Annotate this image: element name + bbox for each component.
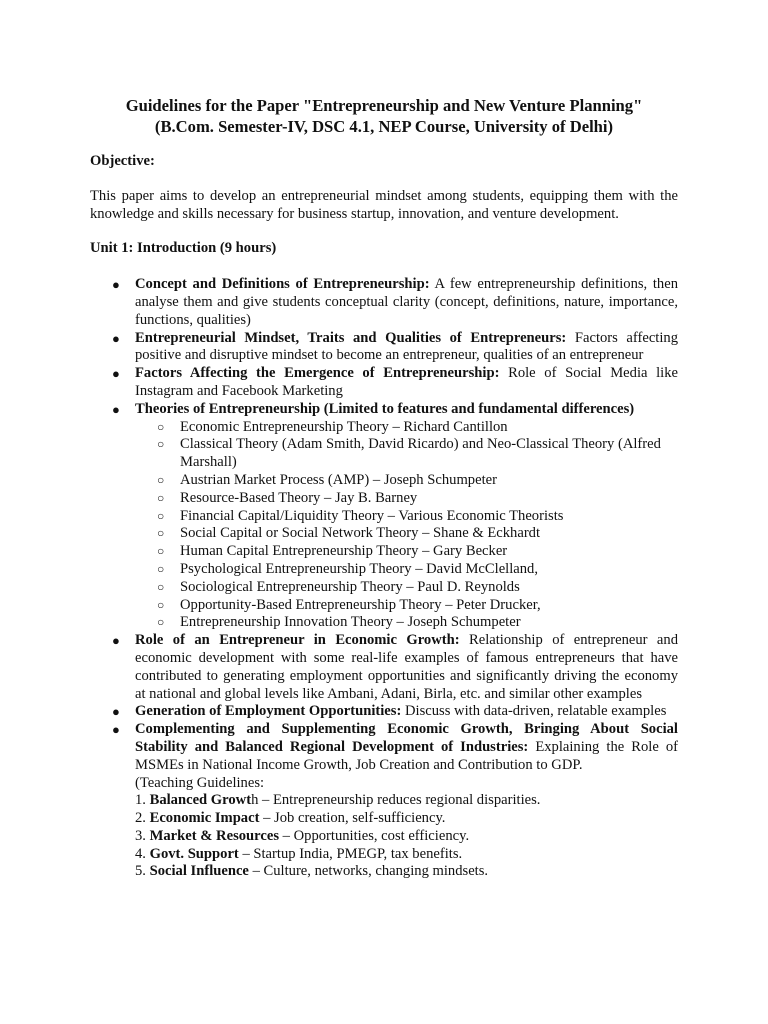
bullet-icon: ● (112, 330, 120, 346)
document-title (90, 95, 678, 137)
theory-item: ○ Classical Theory (Adam Smith, David Ricardo) and Neo-Classical Theory (Alfred Marshall) (157, 436, 661, 471)
circle-bullet-icon: ○ (157, 579, 165, 594)
guideline-point: 2. Economic Impact – Job creation, self-sufficiency. (135, 810, 446, 827)
circle-bullet-icon: ○ (157, 561, 165, 576)
topic-heading: Factors Affecting the Emergence of Entrepreneurship: (135, 365, 500, 382)
theory-item: ○ Financial Capital/Liquidity Theory – Various Economic Theorists (157, 507, 564, 524)
unit-topics-list (90, 276, 678, 881)
topic-heading: Entrepreneurial Mindset, Traits and Qualities of Entrepreneurs: (135, 329, 567, 346)
list-item (90, 276, 678, 329)
list-item (90, 401, 678, 632)
guideline-point: 3. Market & Resources – Opportunities, cost efficiency. (135, 827, 470, 844)
list-item (90, 703, 678, 721)
circle-bullet-icon: ○ (157, 490, 165, 505)
topic-text: Factors affecting positive and disruptive mindset to become an entrepreneur, qualities of an entrepreneur (135, 329, 678, 364)
objective-heading: Objective: (90, 153, 155, 169)
objective-text: This paper aims to develop an entrepreneurial mindset among students, equipping them with the knowledge and skills necessary for business startup, innovation, and venture development. (90, 187, 678, 222)
topic-heading: Complementing and Supplementing Economic Growth, Bringing About Social Stability and Balanced Regional Development of Industries: (135, 721, 678, 755)
bullet-icon: ● (112, 722, 120, 738)
topic-text: Discuss with data-driven, relatable examples (401, 703, 667, 720)
theories-list (135, 419, 678, 633)
circle-bullet-icon: ○ (157, 615, 165, 630)
theory-item: ○ Social Capital or Social Network Theory – Shane & Eckhardt (157, 525, 541, 542)
list-item (90, 721, 678, 881)
theory-item: ○ Opportunity-Based Entrepreneurship Theory – Peter Drucker, (157, 596, 541, 613)
bullet-icon: ● (112, 633, 120, 649)
title-line-1: Guidelines for the Paper "Entrepreneurship and New Venture Planning" (125, 96, 643, 115)
topic-text: Relationship of entrepreneur and economic development with some real-life examples of famous entrepreneurs that have contributed to generating employment opportunities and significantly driving the economy at national and global levels like Ambani, Adani, Birla, etc. and similar other examples (135, 632, 678, 702)
topic-text: Role of Social Media like Instagram and Facebook Marketing (135, 365, 678, 399)
list-item (90, 632, 678, 703)
circle-bullet-icon: ○ (157, 419, 165, 434)
title-line-2: (B.Com. Semester-IV, DSC 4.1, NEP Course, University of Delhi) (154, 117, 614, 136)
bullet-icon: ● (112, 277, 120, 293)
topic-text: A few entrepreneurship definitions, then analyse them and give students conceptual clarity (concept, definitions, nature, importance, functions, qualities) (135, 276, 678, 328)
document-page (90, 95, 678, 881)
circle-bullet-icon: ○ (157, 508, 165, 523)
teaching-guidelines-intro: (Teaching Guidelines: (135, 774, 265, 791)
guideline-point: 4. Govt. Support – Startup India, PMEGP, tax benefits. (135, 845, 463, 862)
unit-heading: Unit 1: Introduction (9 hours) (90, 240, 277, 257)
circle-bullet-icon: ○ (157, 437, 165, 452)
guideline-point: 1. Balanced Growth – Entrepreneurship reduces regional disparities. (135, 792, 541, 809)
theory-item: ○ Psychological Entrepreneurship Theory – David McClelland, (157, 560, 539, 577)
topic-heading: Concept and Definitions of Entrepreneurship: (135, 276, 430, 293)
bullet-icon: ● (112, 366, 120, 382)
theory-item: ○ Economic Entrepreneurship Theory – Richard Cantillon (157, 418, 508, 435)
theory-item: ○ Human Capital Entrepreneurship Theory – Gary Becker (157, 543, 508, 560)
topic-text: Explaining the Role of MSMEs in National Income Growth, Job Creation and Contribution to GDP. (135, 738, 678, 773)
theory-item: ○ Entrepreneurship Innovation Theory – Joseph Schumpeter (157, 614, 521, 631)
bullet-icon: ● (112, 704, 120, 720)
circle-bullet-icon: ○ (157, 544, 165, 559)
theory-item: ○ Austrian Market Process (AMP) – Joseph Schumpeter (157, 471, 497, 488)
list-item (90, 365, 678, 401)
list-item (90, 330, 678, 366)
topic-heading: Theories of Entrepreneurship (Limited to features and fundamental differences) (135, 400, 635, 417)
theory-item: ○ Sociological Entrepreneurship Theory – Paul D. Reynolds (157, 578, 520, 595)
topic-heading: Generation of Employment Opportunities: (135, 703, 402, 720)
guideline-point: 5. Social Influence – Culture, networks, changing mindsets. (135, 863, 489, 880)
circle-bullet-icon: ○ (157, 526, 165, 541)
bullet-icon: ● (112, 401, 120, 417)
circle-bullet-icon: ○ (157, 597, 165, 612)
circle-bullet-icon: ○ (157, 472, 165, 487)
theory-item: ○ Resource-Based Theory – Jay B. Barney (157, 489, 418, 506)
teaching-guidelines (135, 775, 678, 882)
topic-heading: Role of an Entrepreneur in Economic Growth: (135, 632, 460, 649)
